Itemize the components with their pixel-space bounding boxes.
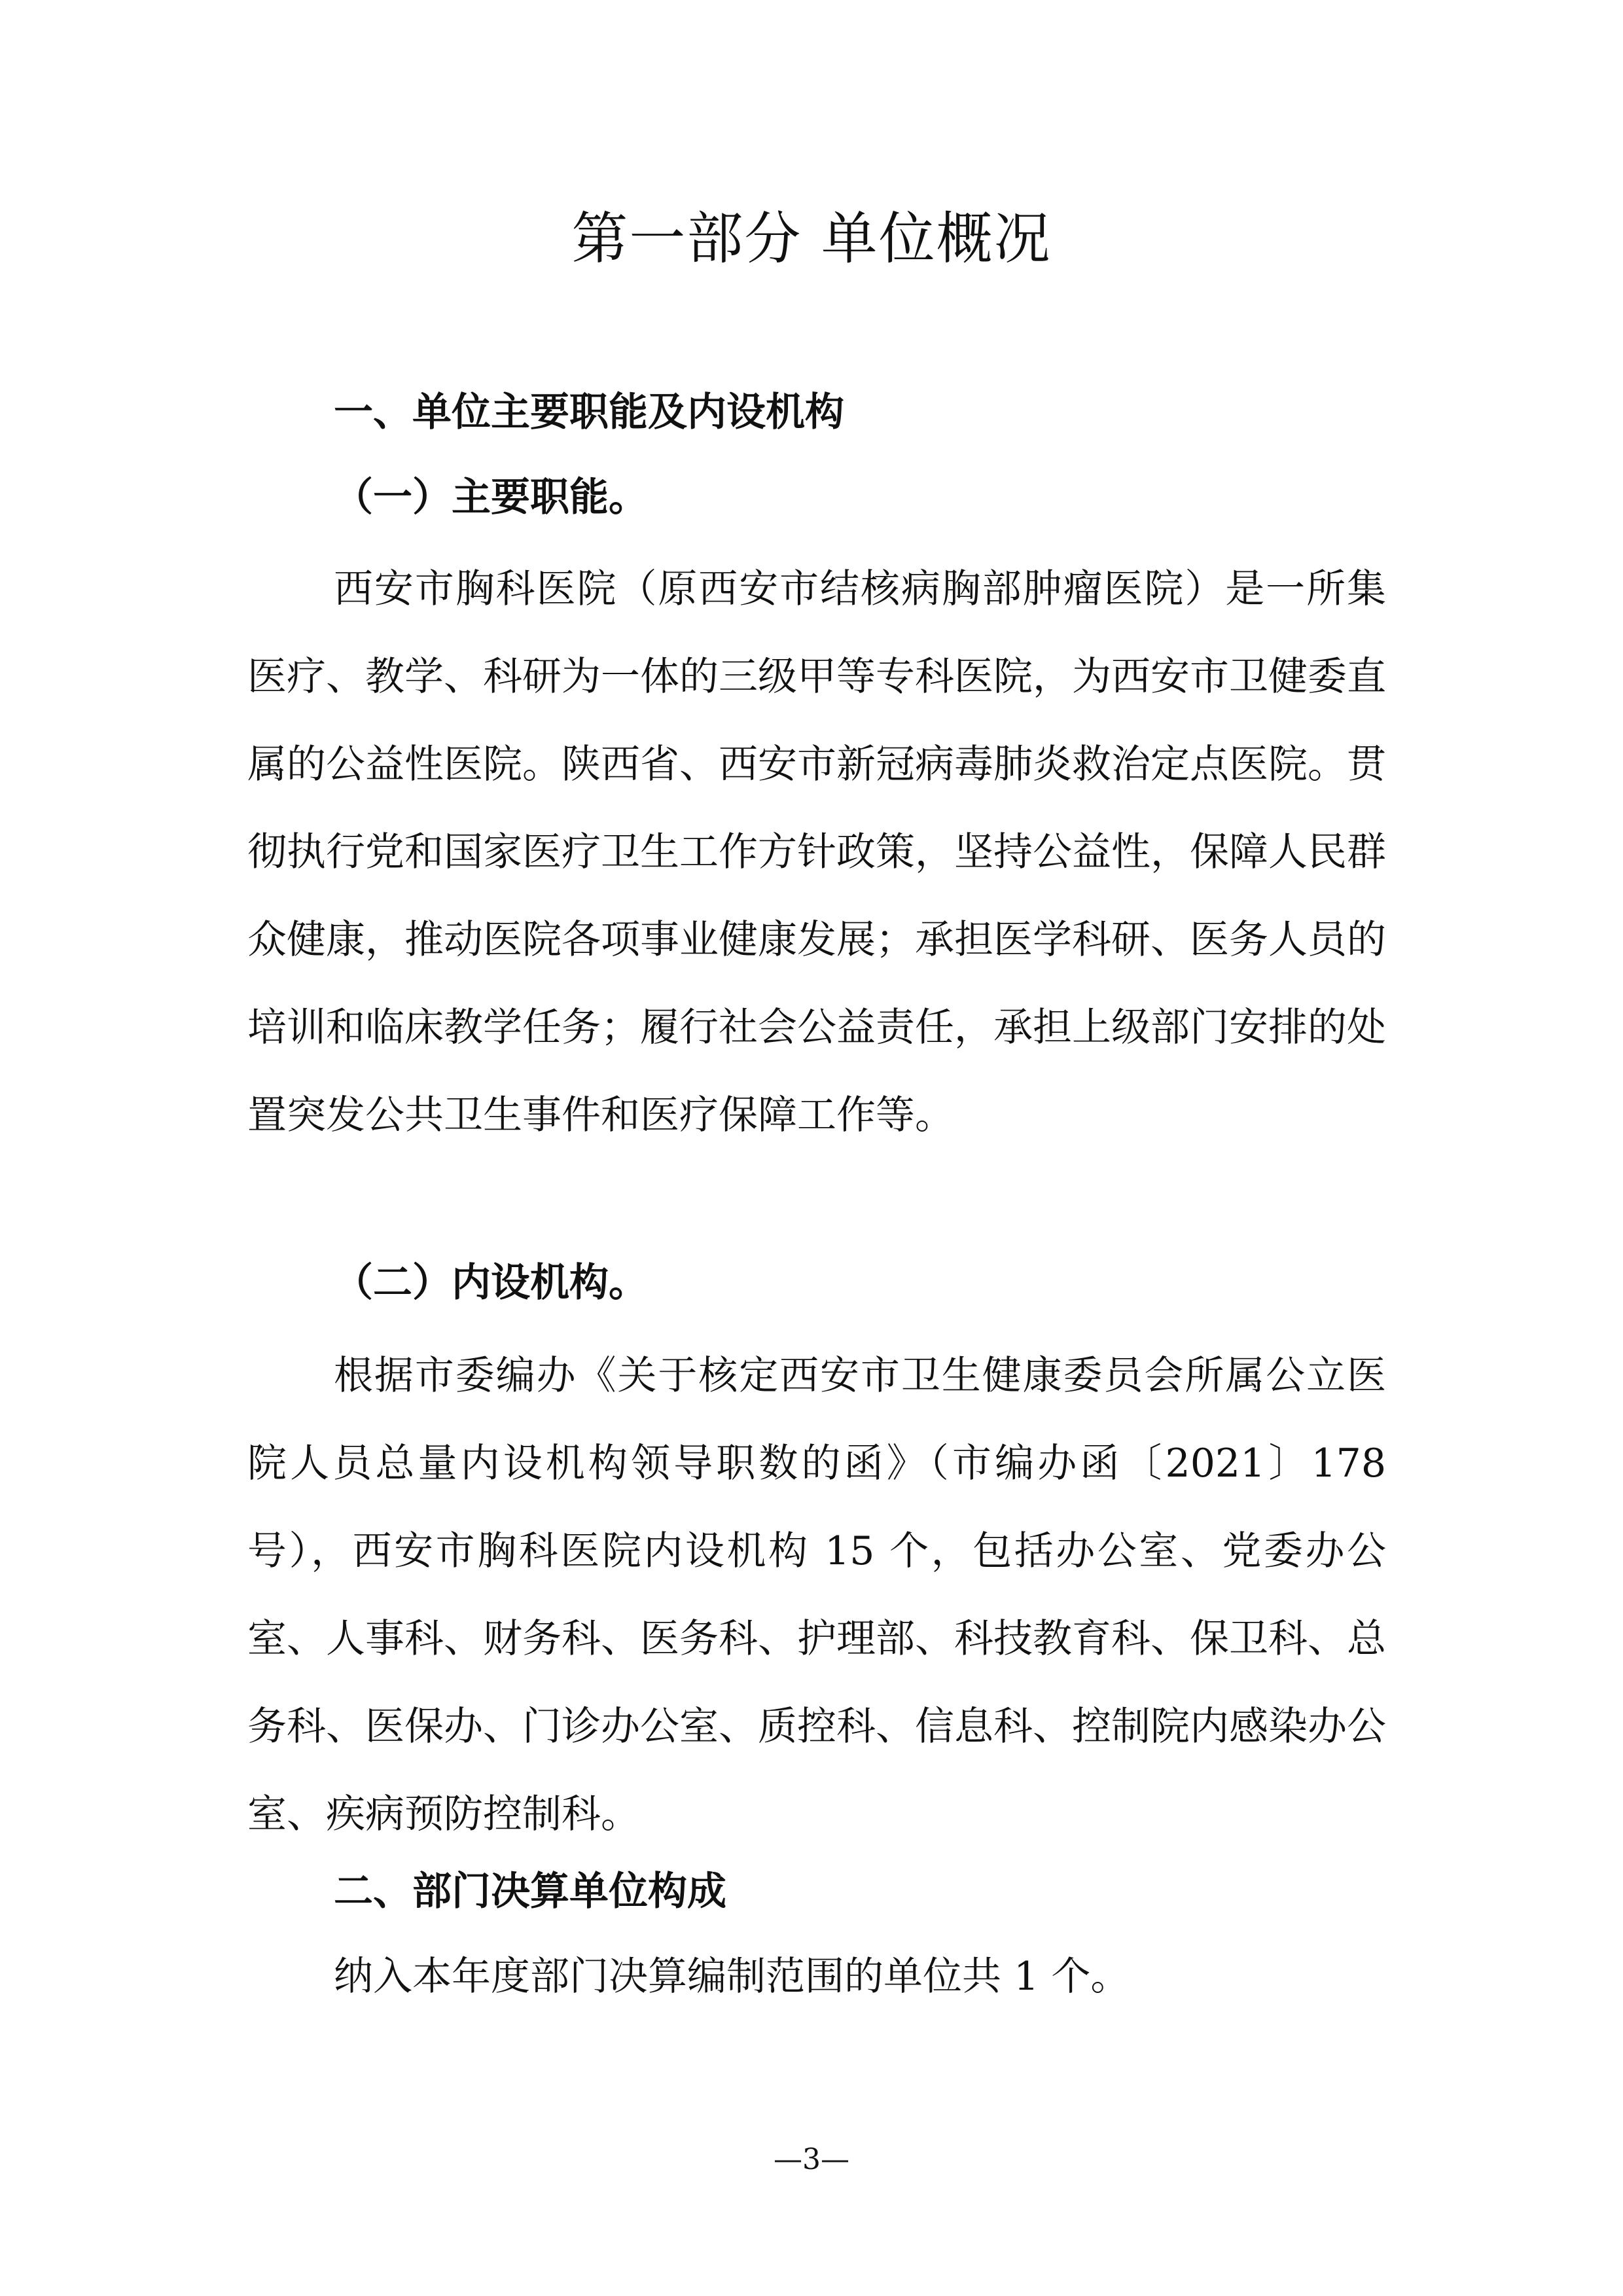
page-title: 第一部分 单位概况 (571, 206, 1052, 272)
section-heading-budget-units: 二、部门决算单位构成 (334, 1869, 726, 1914)
subsection-heading-main-functions: （一）主要职能。 (334, 475, 648, 520)
internal-structure-paragraph: 根据市委编办《关于核定西安市卫生健康委员会所属公立医院人员总量内设机构领导职数的函》（市编办函〔2021〕178 号），西安市胸科医院内设机构 15 个，包括办公室、党委办公室、人事科、财务科、医务科、护理部、科技教育科、保卫科、总务科、医保办、门诊办公室、质控科、信息科、控制院内感染办公室、疾病预防控制科。 (247, 1353, 1386, 1837)
section-heading-functions: 一、单位主要职能及内设机构 (334, 389, 844, 435)
budget-units-paragraph: 纳入本年度部门决算编制范围的单位共 1 个。 (334, 1954, 1130, 2000)
subsection-heading-internal-structure: （二）内设机构。 (334, 1260, 648, 1306)
page-number: —3— (774, 2143, 849, 2176)
main-functions-paragraph: 西安市胸科医院（原西安市结核病胸部肿瘤医院）是一所集医疗、教学、科研为一体的三级甲等专科医院，为西安市卫健委直属的公益性医院。陕西省、西安市新冠病毒肺炎救治定点医院。贯彻执行党和国家医疗卫生工作方针政策，坚持公益性，保障人民群众健康，推动医院各项事业健康发展；承担医学科研、医务人员的培训和临床教学任务；履行社会公益责任，承担上级部门安排的处置突发公共卫生事件和医疗保障工作等。 (247, 566, 1386, 1138)
